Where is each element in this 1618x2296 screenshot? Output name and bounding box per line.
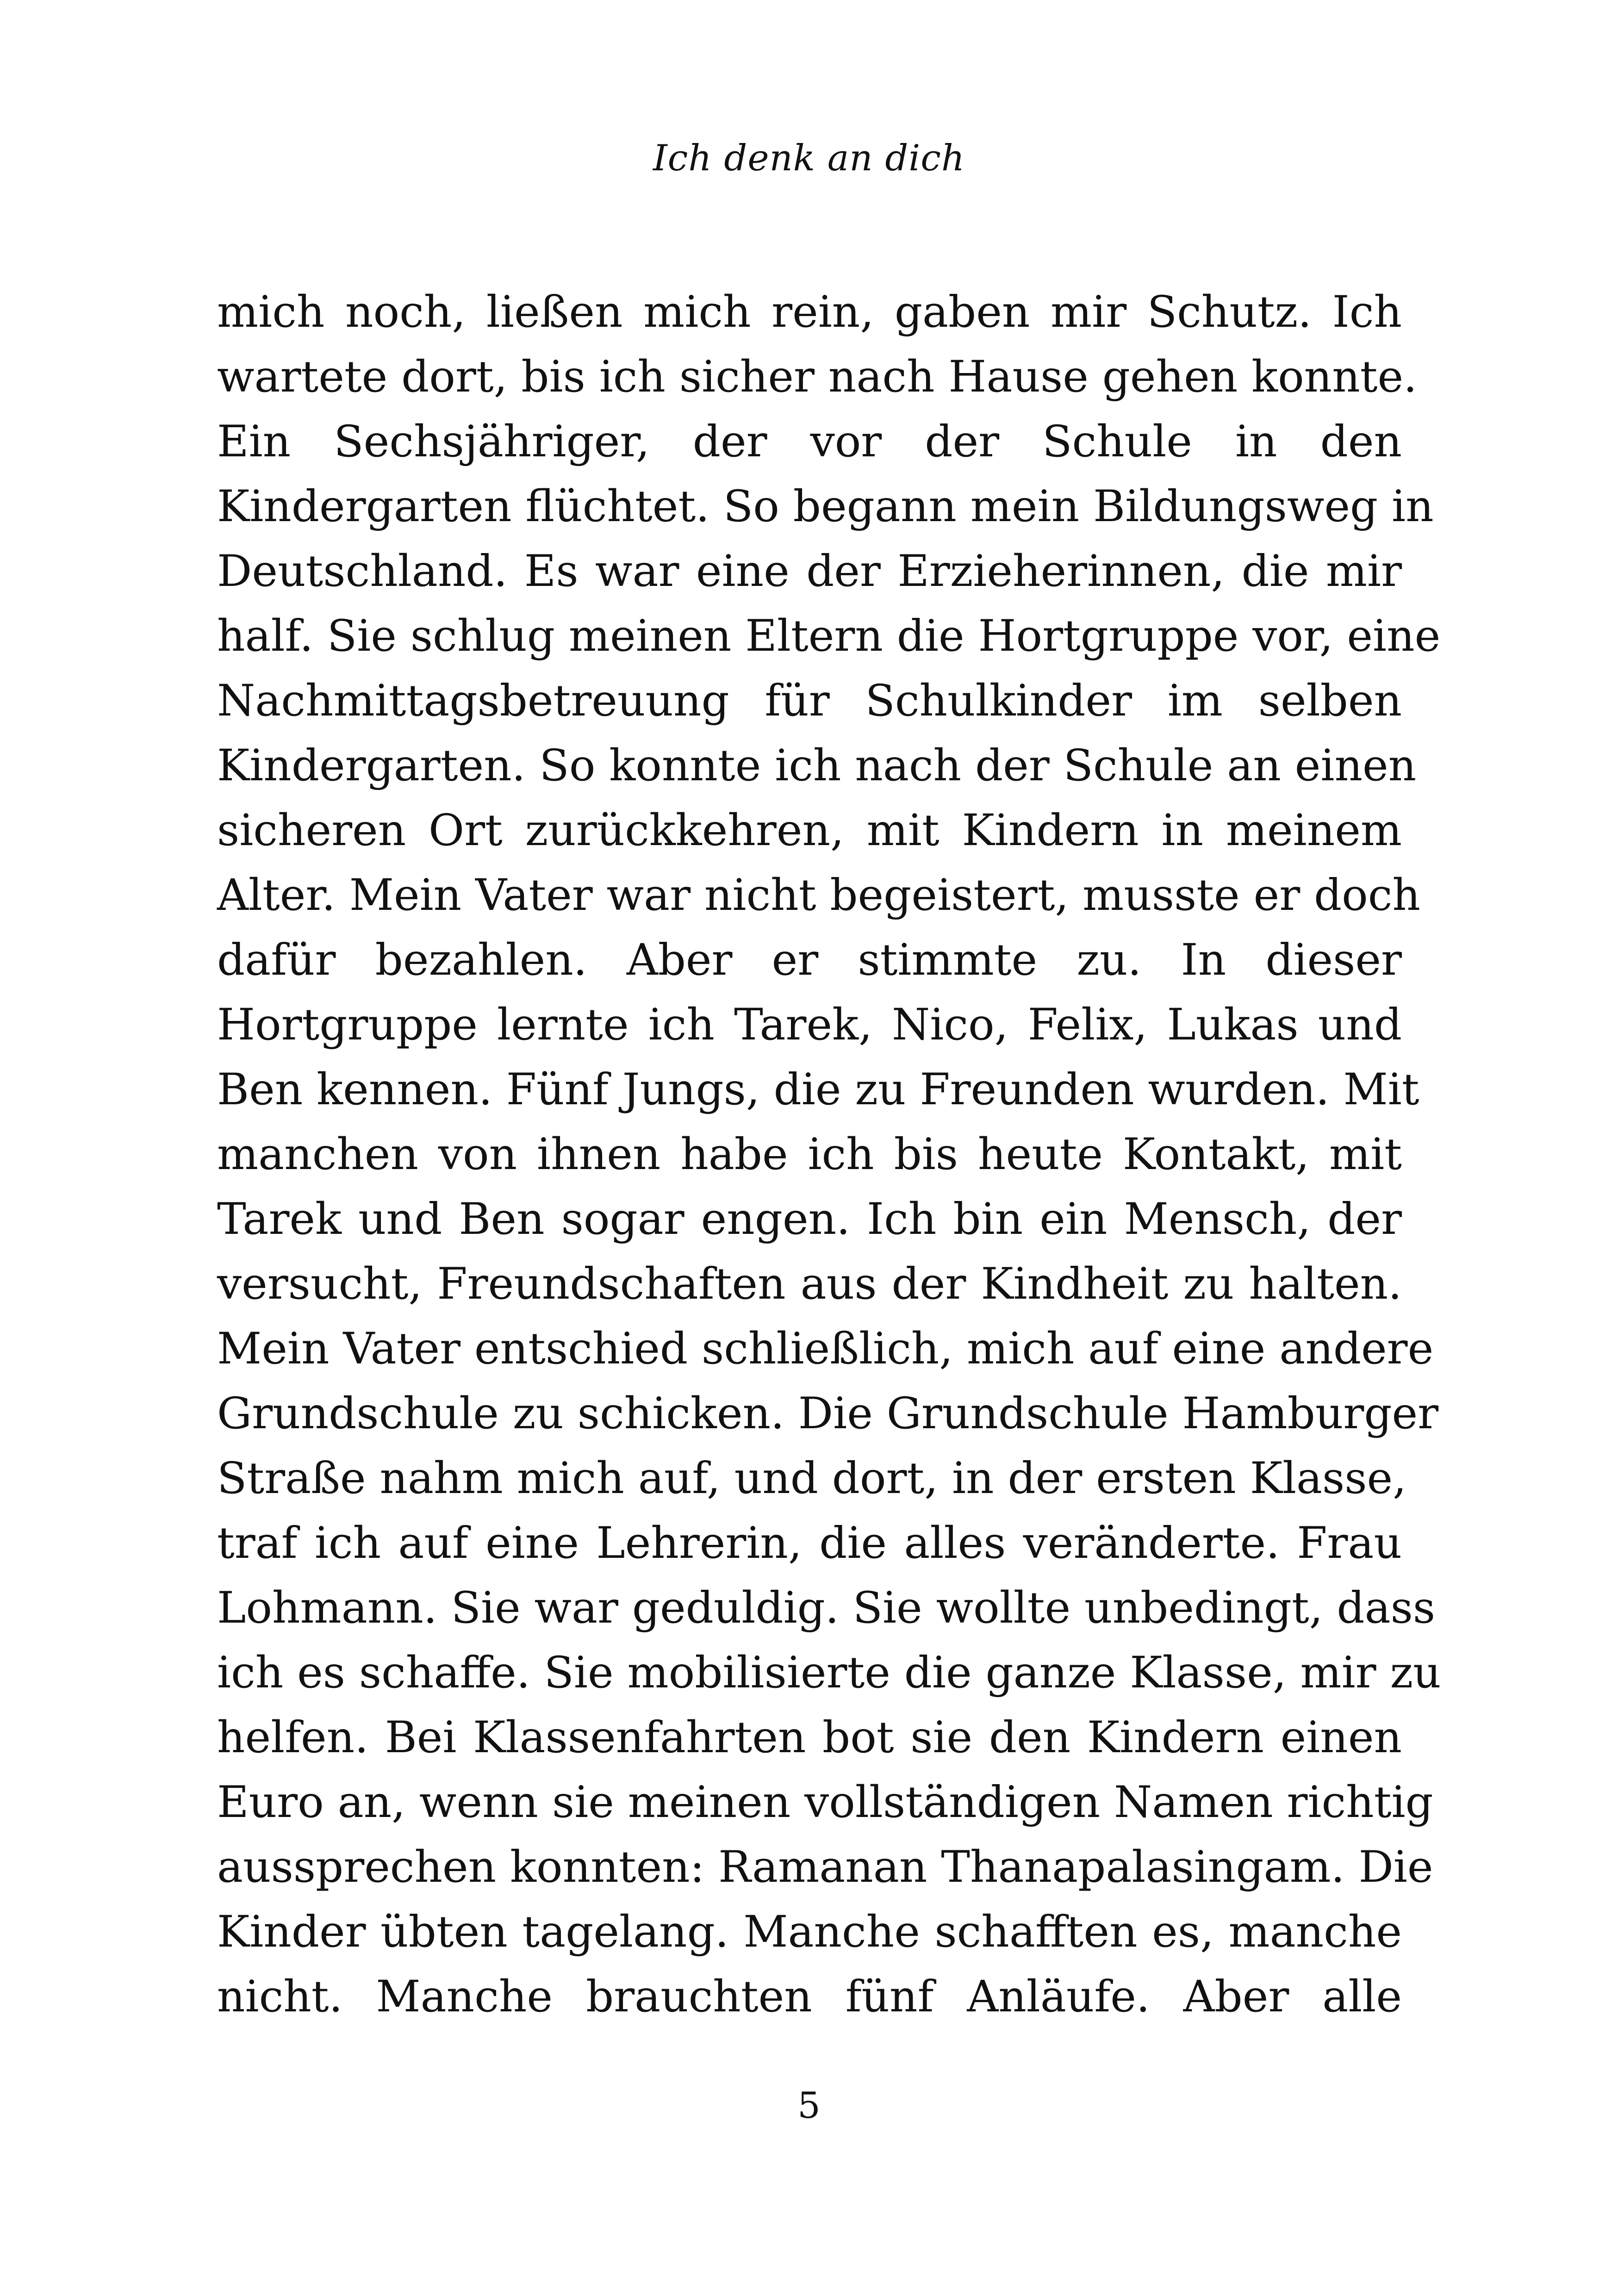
text-line: Deutschland. Es war eine der Erzieherinnen, die mir: [217, 546, 1402, 597]
text-line: manchen von ihnen habe ich bis heute Kontakt, mit: [217, 1129, 1402, 1180]
text-line: traf ich auf eine Lehrerin, die alles veränderte. Frau: [217, 1518, 1402, 1568]
text-line: nicht. Manche brauchten fünf Anläufe. Aber alle: [217, 1972, 1402, 2022]
text-line: Lohmann. Sie war geduldig. Sie wollte unbedingt, dass: [217, 1583, 1436, 1633]
text-line: Ein Sechsjähriger, der vor der Schule in den: [217, 417, 1402, 467]
text-line: ich es schaffe. Sie mobilisierte die ganze Klasse, mir zu: [217, 1648, 1441, 1698]
body-text: [217, 280, 1441, 2029]
text-line: Kindergarten. So konnte ich nach der Schule an einen: [217, 740, 1417, 791]
text-line: Euro an, wenn sie meinen vollständigen Namen richtig: [217, 1777, 1433, 1828]
text-line: helfen. Bei Klassenfahrten bot sie den Kindern einen: [217, 1712, 1402, 1763]
text-line: Mein Vater entschied schließlich, mich auf eine andere: [217, 1324, 1434, 1374]
text-line: Ben kennen. Fünf Jungs, die zu Freunden wurden. Mit: [217, 1064, 1419, 1115]
text-line: mich noch, ließen mich rein, gaben mir Schutz. Ich: [217, 287, 1402, 337]
text-line: Kinder übten tagelang. Manche schafften es, manche: [217, 1907, 1402, 1957]
text-line: Straße nahm mich auf, und dort, in der ersten Klasse,: [217, 1453, 1407, 1504]
text-line: wartete dort, bis ich sicher nach Hause gehen konnte.: [217, 352, 1418, 402]
text-line: dafür bezahlen. Aber er stimmte zu. In dieser: [217, 935, 1402, 985]
text-line: Grundschule zu schicken. Die Grundschule Hamburger: [217, 1388, 1439, 1439]
text-line: Alter. Mein Vater war nicht begeistert, musste er doch: [217, 870, 1420, 921]
text-line: sicheren Ort zurückkehren, mit Kindern in meinem: [217, 805, 1402, 856]
text-line: Kindergarten flüchtet. So begann mein Bildungsweg in: [217, 481, 1434, 532]
text-line: Nachmittagsbetreuung für Schulkinder im selben: [217, 676, 1402, 726]
text-line: Tarek und Ben sogar engen. Ich bin ein Mensch, der: [217, 1194, 1402, 1244]
text-line: half. Sie schlug meinen Eltern die Hortgruppe vor, eine: [217, 611, 1441, 661]
text-line: aussprechen konnten: Ramanan Thanapalasingam. Die: [217, 1842, 1433, 1892]
page-number: 5: [797, 2085, 821, 2127]
running-header-title: Ich denk an dich: [653, 137, 965, 179]
text-line: versucht, Freundschaften aus der Kindheit zu halten.: [217, 1259, 1402, 1309]
text-line: Hortgruppe lernte ich Tarek, Nico, Felix, Lukas und: [217, 1000, 1402, 1050]
